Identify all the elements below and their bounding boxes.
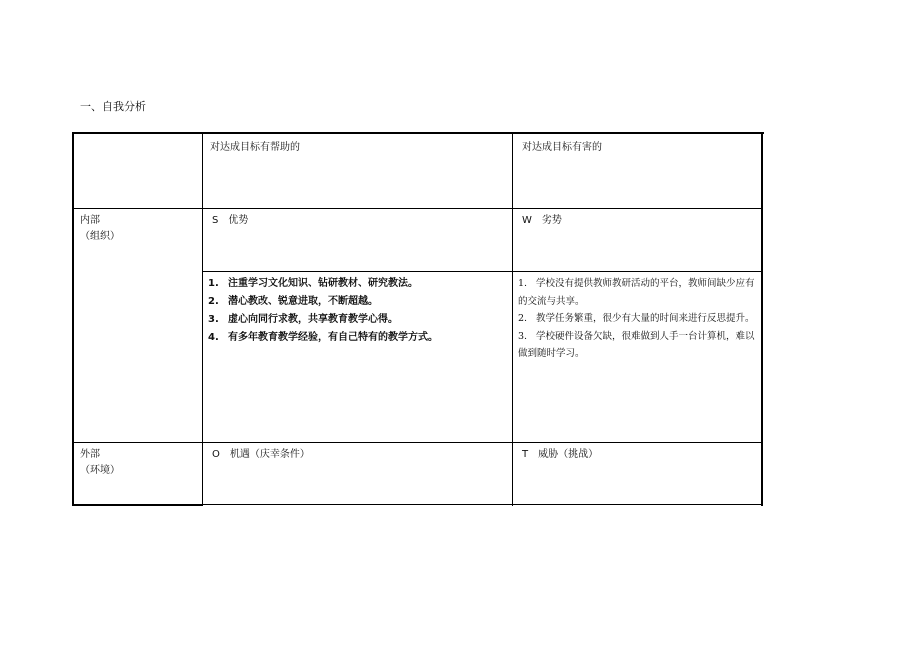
list-item: 2. 教学任务繁重，很少有大量的时间来进行反思提升。 — [518, 313, 755, 324]
list-item: 3. 虚心向同行求教，共享教育教学心得。 — [208, 314, 398, 325]
row-label-external-line1: 外部 — [80, 449, 100, 460]
row-label-internal — [80, 213, 120, 245]
list-item: 1. 学校没有提供教师教研活动的平台，教师间缺少应有的交流与共享。 — [518, 278, 755, 307]
list-item: 4. 有多年教育教学经验，有自己特有的教学方式。 — [208, 332, 438, 343]
row-label-internal-line2: （组织） — [80, 231, 120, 242]
row-label-external — [80, 447, 120, 479]
row-divider-2 — [72, 442, 763, 443]
table-border-bottom-right — [203, 504, 763, 505]
col-header-helpful: 对达成目标有帮助的 — [210, 142, 300, 153]
col-divider-1 — [202, 132, 203, 506]
list-item: 3. 学校硬件设备欠缺，很难做到人手一台计算机，难以做到随时学习。 — [518, 330, 755, 359]
col-divider-2 — [512, 132, 513, 506]
weaknesses-label: W 劣势 — [522, 215, 562, 226]
table-border-top — [72, 132, 764, 134]
strengths-label: S 优势 — [212, 215, 249, 226]
threats-label: T 威胁（挑战） — [522, 449, 599, 460]
swot-table — [72, 132, 764, 506]
col-header-harmful: 对达成目标有害的 — [522, 142, 602, 153]
row-divider-1 — [72, 208, 763, 209]
list-item: 1. 注重学习文化知识、钻研教材、研究教法。 — [208, 278, 418, 289]
list-item: 2. 潜心教改、锐意进取，不断超越。 — [208, 296, 378, 307]
table-border-left — [72, 132, 74, 506]
row-label-internal-line1: 内部 — [80, 215, 100, 226]
table-border-bottom — [72, 504, 203, 506]
strengths-list — [208, 275, 508, 347]
weaknesses-list — [518, 275, 762, 363]
opportunities-label: O 机遇（庆幸条件） — [212, 449, 310, 460]
section-heading: 一、自我分析 — [80, 100, 146, 113]
row-divider-strength-sub — [203, 271, 763, 272]
row-label-external-line2: （环境） — [80, 465, 120, 476]
